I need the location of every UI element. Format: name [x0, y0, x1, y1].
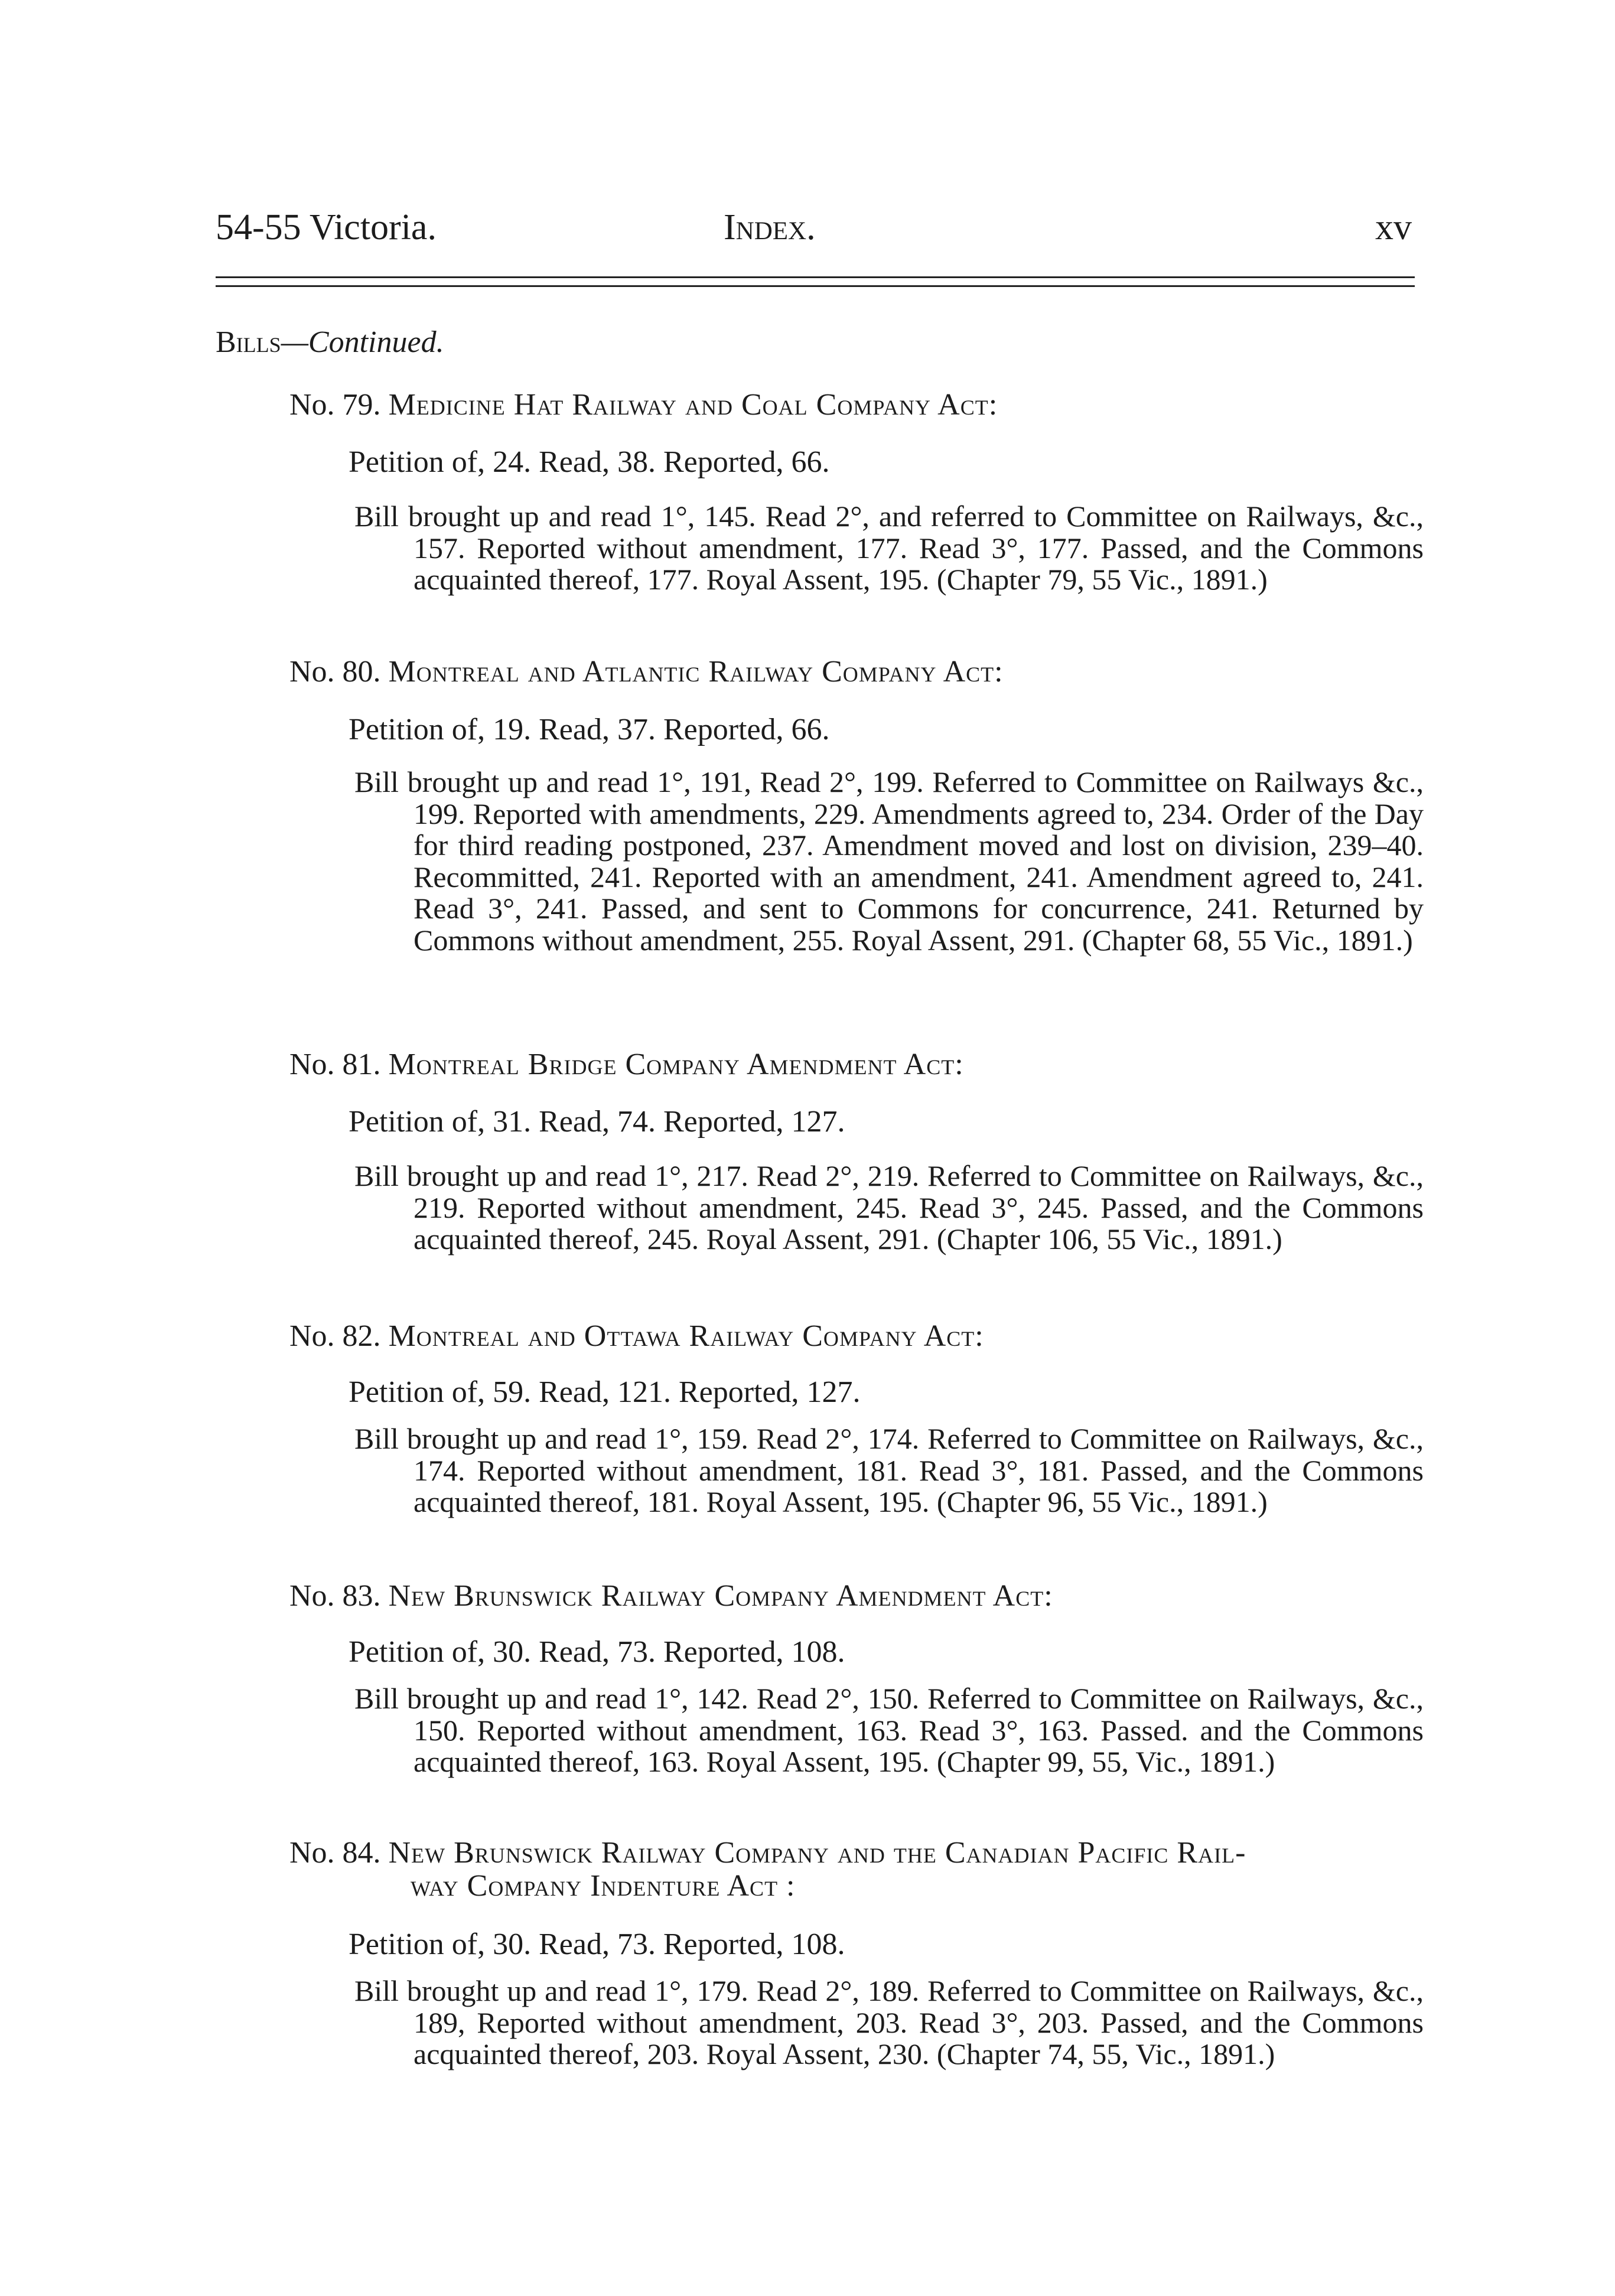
- entry-petition: Petition of, 31. Read, 74. Reported, 127.: [349, 1105, 845, 1139]
- entry-number: No. 83.: [289, 1579, 381, 1613]
- entry-title: [289, 1048, 1424, 1081]
- entry-bill-history: Bill brought up and read 1°, 217. Read 2°, 219. Referred to Committee on Railways, &c., 219. Reported without amendment, 245. Read 3°, 245. Passed, and the Commons acquainted thereof, 245. Royal Assent, 291. (Chapter 106, 55 Vic., 1891.): [354, 1159, 1424, 1255]
- section-continued: —Continued.: [281, 325, 444, 359]
- entry-bill-history: Bill brought up and read 1°, 179. Read 2°, 189. Referred to Committee on Railways, &c., 189, Reported without amendment, 203. Read 3°, 203. Passed, and the Commons acquainted thereof, 203. Royal Assent, 230. (Chapter 74, 55, Vic., 1891.): [354, 1974, 1424, 2070]
- header-double-rule: [216, 276, 1415, 287]
- header-index-title: Index.: [724, 207, 816, 247]
- entry-number: No. 84.: [289, 1836, 381, 1870]
- entry-title: [289, 655, 1424, 689]
- entry-act-name-continued: way Company Indenture Act :: [411, 1869, 796, 1903]
- section-heading: [216, 322, 444, 363]
- entry-petition: Petition of, 30. Read, 73. Reported, 108.: [349, 1635, 845, 1669]
- entry-number: No. 81.: [289, 1048, 381, 1081]
- page-header: [216, 204, 1412, 251]
- entry-petition: Petition of, 30. Read, 73. Reported, 108.: [349, 1928, 845, 1961]
- entry-title: [289, 1320, 1424, 1353]
- entry-petition: Petition of, 19. Read, 37. Reported, 66.: [349, 713, 830, 746]
- header-page-number: xv: [1375, 207, 1412, 247]
- entry-number: No. 79.: [289, 388, 381, 422]
- entry-bill-history: Bill brought up and read 1°, 159. Read 2°, 174. Referred to Committee on Railways, &c., 174. Reported without amendment, 181. Read 3°, 181. Passed, and the Commons acquainted thereof, 181. Royal Assent, 195. (Chapter 96, 55 Vic., 1891.): [354, 1422, 1424, 1518]
- entry-act-name: New Brunswick Railway Company Amendment Act:: [388, 1579, 1053, 1613]
- entry-petition: Petition of, 24. Read, 38. Reported, 66.: [349, 445, 830, 479]
- entry-title: [289, 389, 1424, 422]
- header-session: 54-55 Victoria.: [216, 207, 437, 247]
- entry-bill-history: Bill brought up and read 1°, 142. Read 2°, 150. Referred to Committee on Railways, &c., 150. Reported without amendment, 163. Read 3°, 163. Passed. and the Commons acquainted thereof, 163. Royal Assent, 195. (Chapter 99, 55, Vic., 1891.): [354, 1682, 1424, 1778]
- entry-number: No. 82.: [289, 1319, 381, 1353]
- entry-act-name: Montreal and Ottawa Railway Company Act:: [388, 1319, 984, 1353]
- entry-act-name: Montreal Bridge Company Amendment Act:: [388, 1048, 964, 1081]
- entry-bill-history: Bill brought up and read 1°, 191, Read 2°, 199. Referred to Committee on Railways &c., 199. Reported with amendments, 229. Amendments agreed to, 234. Order of the Day for third reading postponed, 237. Amendment moved and lost on division, 239–40. Recommitted, 241. Reported with an amendment, 241. Amendment agreed to, 241. Read 3°, 241. Passed, and sent to Commons for concurrence, 241. Returned by Commons without amendment, 255. Royal Assent, 291. (Chapter 68, 55 Vic., 1891.): [354, 765, 1424, 957]
- entry-act-name: New Brunswick Railway Company and the Canadian Pacific Rail-: [388, 1836, 1246, 1870]
- entry-act-name: Montreal and Atlantic Railway Company Act:: [388, 655, 1004, 689]
- entry-petition: Petition of, 59. Read, 121. Reported, 127.: [349, 1375, 861, 1409]
- entry-act-name: Medicine Hat Railway and Coal Company Act:: [388, 388, 998, 422]
- entry-number: No. 80.: [289, 655, 381, 689]
- entry-title: [289, 1580, 1424, 1613]
- entry-bill-history: Bill brought up and read 1°, 145. Read 2°, and referred to Committee on Railways, &c., 157. Reported without amendment, 177. Read 3°, 177. Passed, and the Commons acquainted thereof, 177. Royal Assent, 195. (Chapter 79, 55 Vic., 1891.): [354, 500, 1424, 596]
- entry-title: [289, 1837, 1424, 1903]
- section-title: Bills: [216, 325, 281, 359]
